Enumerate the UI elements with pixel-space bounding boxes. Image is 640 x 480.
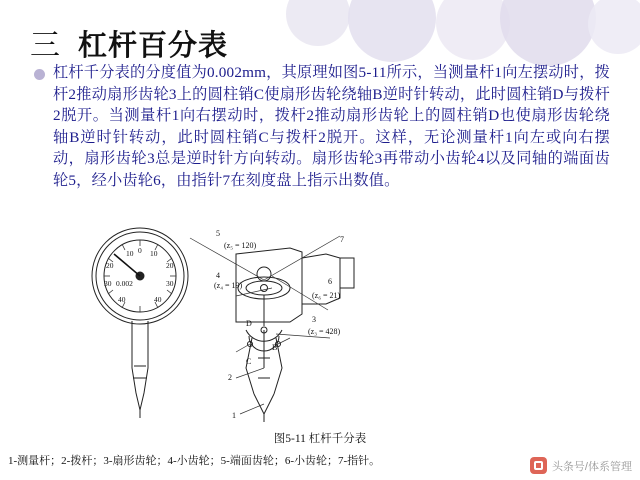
callout-5-detail: (z₅ = 120) xyxy=(224,241,257,250)
callout-3-detail: (z₃ = 428) xyxy=(308,327,341,336)
callout-C: C xyxy=(246,357,252,366)
dial-tick-40-right: 40 xyxy=(154,295,162,304)
body-paragraph: 杠杆千分表的分度值为0.002mm，其原理如图5-11所示，当测量杆1向左摆动时，拨杆2推动扇形齿轮3上的圆柱销C使扇形齿轮绕轴B逆时针转动，此时圆柱销D与拨杆2脱开。当测量杆1向右摆动时，拨杆2推动扇形齿轮上的圆柱销D也使扇形齿轮绕轴B逆时针转动，此时圆柱销C与拨杆2脱开。这样，无论测量杆1向左或向右摆动，扇形齿轮3总是逆时针方向转动。扇形齿轮3再带动小齿轮4以及同轴的端面齿轮5，经小齿轮6，由指针7在刻度盘上指示出数值。 xyxy=(53,64,610,189)
dial-value-label: 0.002 xyxy=(116,279,133,288)
dial-tick-10-left: 10 xyxy=(126,249,134,258)
figure-legend: 1-测量杆；2-拨杆；3-扇形齿轮；4-小齿轮；5-端面齿轮；6-小齿轮；7-指针。 xyxy=(8,455,381,467)
callout-6-detail: (z₆ = 21) xyxy=(312,291,341,300)
decorative-circle-4 xyxy=(500,0,596,66)
dial-tick-20-left: 20 xyxy=(106,261,114,270)
title-text: 杠杆百分表 xyxy=(78,30,229,62)
watermark-text: 头条号/体系管理 xyxy=(551,460,632,473)
callout-3-number: 3 xyxy=(312,315,316,324)
callout-B: B xyxy=(272,343,278,352)
decorative-circle-1 xyxy=(286,0,350,46)
slide-title xyxy=(30,20,228,64)
title-number: 三 xyxy=(30,29,60,62)
decorative-circle-2 xyxy=(348,0,436,62)
decorative-circle-3 xyxy=(436,0,510,60)
figure-caption: 图5-11 杠杆千分表 xyxy=(273,433,367,445)
callout-7-number: 7 xyxy=(340,235,344,244)
callout-6-number: 6 xyxy=(328,277,332,286)
decorative-circle-5 xyxy=(588,0,640,54)
dial-tick-30-right: 30 xyxy=(166,279,174,288)
callout-D: D xyxy=(246,319,252,328)
body-paragraph-block xyxy=(34,62,610,191)
toutiao-logo-icon xyxy=(530,457,547,474)
callout-5-number: 5 xyxy=(216,229,220,238)
dial-tick-0: 0 xyxy=(138,246,142,255)
dial-tick-40-left: 40 xyxy=(118,295,126,304)
dial-tick-30-left: 30 xyxy=(104,279,112,288)
callout-4-number: 4 xyxy=(216,271,220,280)
watermark xyxy=(530,457,632,474)
callout-1-number: 1 xyxy=(232,411,236,420)
callout-2-number: 2 xyxy=(228,373,232,382)
dial-tick-20-right: 20 xyxy=(166,261,174,270)
callout-4-detail: (z₄ = 19) xyxy=(214,281,243,290)
bullet-icon xyxy=(34,69,45,80)
dial-tick-10-right: 10 xyxy=(150,249,158,258)
figure-diagram xyxy=(40,218,600,428)
